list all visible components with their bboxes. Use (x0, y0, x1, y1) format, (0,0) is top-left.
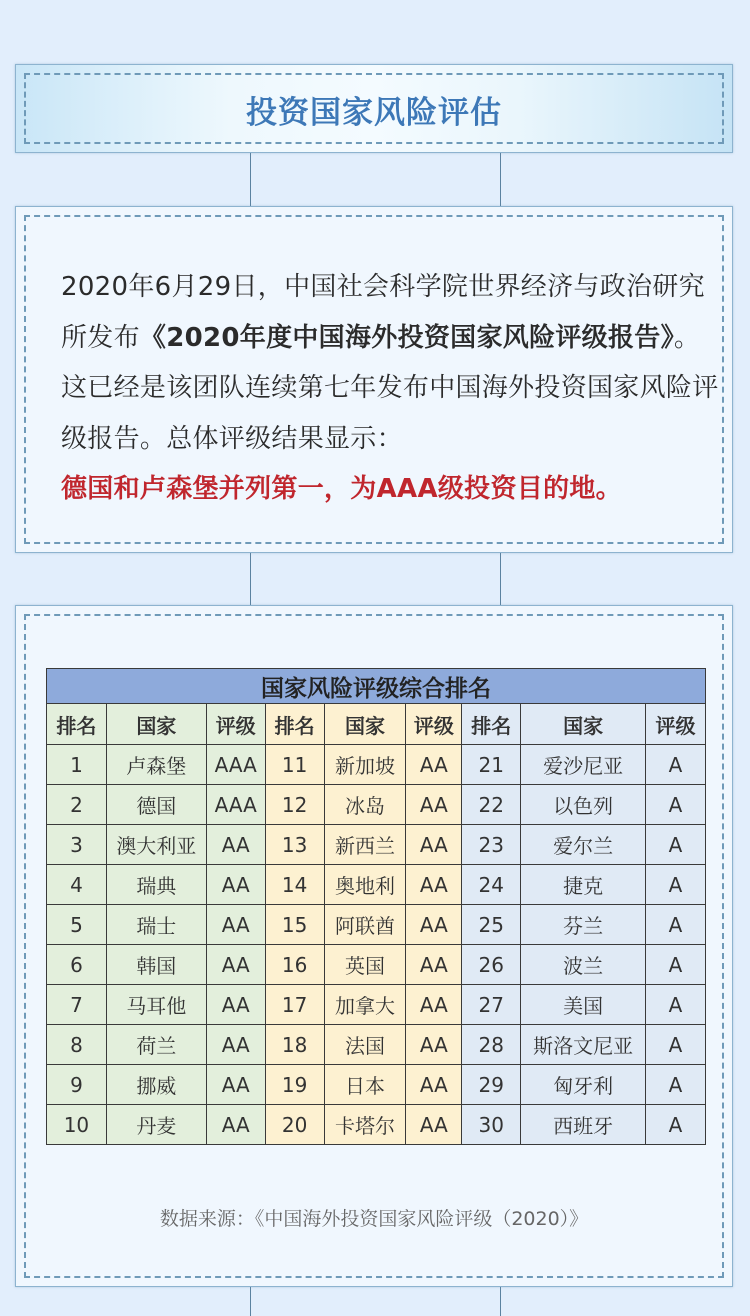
intro-paragraph (61, 262, 726, 515)
table-row (47, 945, 706, 985)
header-country: 国家 (324, 704, 406, 745)
cell-rating: AA (206, 865, 265, 905)
cell-rating: AA (206, 985, 265, 1025)
cell-country: 马耳他 (106, 985, 206, 1025)
cell-country: 斯洛文尼亚 (521, 1025, 646, 1065)
data-source-note: 数据来源：《中国海外投资国家风险评级（2020）》 (159, 1208, 589, 1230)
cell-rating: A (646, 945, 706, 985)
cell-rank: 6 (47, 945, 107, 985)
header-rating: 评级 (646, 704, 706, 745)
cell-rating: AA (206, 905, 265, 945)
cell-country: 丹麦 (106, 1105, 206, 1145)
cell-country: 德国 (106, 785, 206, 825)
cell-country: 英国 (324, 945, 406, 985)
cell-rating: AA (406, 1105, 462, 1145)
cell-rank: 22 (462, 785, 521, 825)
cell-rating: AA (406, 985, 462, 1025)
cell-country: 加拿大 (324, 985, 406, 1025)
cell-rank: 12 (265, 785, 324, 825)
cell-rank: 30 (462, 1105, 521, 1145)
table-row (47, 905, 706, 945)
cell-rating: AA (206, 825, 265, 865)
highlight-conclusion: 德国和卢森堡并列第一，为AAA级投资目的地。 (61, 474, 622, 504)
cell-rating: AA (406, 785, 462, 825)
cell-rank: 1 (47, 745, 107, 785)
cell-country: 捷克 (521, 865, 646, 905)
cell-rank: 13 (265, 825, 324, 865)
cell-rating: A (646, 985, 706, 1025)
report-title: 《2020年度中国海外投资国家风险评级报告》 (139, 322, 674, 353)
intro-text-1: 2020年6月29日，中国社会科学院世界经济与政治研究所发布 (61, 272, 705, 353)
ranking-table (46, 668, 706, 1145)
cell-country: 波兰 (521, 945, 646, 985)
cell-country: 新西兰 (324, 825, 406, 865)
cell-rank: 14 (265, 865, 324, 905)
cell-rating: AA (406, 905, 462, 945)
cell-rating: A (646, 1065, 706, 1105)
cell-rank: 20 (265, 1105, 324, 1145)
cell-rating: AAA (206, 745, 265, 785)
cell-rating: A (646, 825, 706, 865)
cell-rank: 18 (265, 1025, 324, 1065)
ranking-panel (15, 605, 733, 1287)
header-rating: 评级 (406, 704, 462, 745)
cell-country: 瑞士 (106, 905, 206, 945)
cell-rating: A (646, 745, 706, 785)
cell-country: 挪威 (106, 1065, 206, 1105)
cell-rank: 27 (462, 985, 521, 1025)
cell-country: 瑞典 (106, 865, 206, 905)
cell-rating: AA (406, 945, 462, 985)
cell-rank: 26 (462, 945, 521, 985)
cell-rating: AA (406, 1025, 462, 1065)
cell-rank: 3 (47, 825, 107, 865)
cell-country: 奥地利 (324, 865, 406, 905)
intro-panel (15, 206, 733, 553)
cell-rank: 10 (47, 1105, 107, 1145)
cell-country: 新加坡 (324, 745, 406, 785)
cell-country: 美国 (521, 985, 646, 1025)
cell-rating: AA (206, 945, 265, 985)
cell-rating: A (646, 865, 706, 905)
cell-rating: A (646, 1025, 706, 1065)
connector-line-left (250, 553, 251, 605)
page-title: 投资国家风险评估 (246, 95, 502, 131)
cell-rank: 5 (47, 905, 107, 945)
cell-rating: A (646, 785, 706, 825)
cell-rank: 19 (265, 1065, 324, 1105)
cell-country: 匈牙利 (521, 1065, 646, 1105)
cell-rating: AA (406, 865, 462, 905)
cell-country: 阿联酋 (324, 905, 406, 945)
cell-country: 爱尔兰 (521, 825, 646, 865)
cell-country: 卢森堡 (106, 745, 206, 785)
cell-rank: 29 (462, 1065, 521, 1105)
header-rank: 排名 (47, 704, 107, 745)
connector-line-right (500, 553, 501, 605)
cell-rating: AA (206, 1065, 265, 1105)
cell-rank: 17 (265, 985, 324, 1025)
cell-rank: 4 (47, 865, 107, 905)
connector-line-left (250, 153, 251, 206)
cell-rating: AA (406, 1065, 462, 1105)
connector-line-right (500, 1287, 501, 1316)
table-row (47, 865, 706, 905)
cell-country: 荷兰 (106, 1025, 206, 1065)
table-header-row (47, 704, 706, 745)
header-rating: 评级 (206, 704, 265, 745)
connector-line-right (500, 153, 501, 206)
table-row (47, 1025, 706, 1065)
cell-country: 澳大利亚 (106, 825, 206, 865)
table-row (47, 985, 706, 1025)
cell-country: 法国 (324, 1025, 406, 1065)
cell-rank: 2 (47, 785, 107, 825)
cell-rank: 28 (462, 1025, 521, 1065)
cell-rank: 23 (462, 825, 521, 865)
connector-line-left (250, 1287, 251, 1316)
cell-rank: 9 (47, 1065, 107, 1105)
cell-rank: 7 (47, 985, 107, 1025)
cell-rating: AA (206, 1105, 265, 1145)
table-row (47, 825, 706, 865)
cell-rating: A (646, 905, 706, 945)
header-country: 国家 (106, 704, 206, 745)
header-rank: 排名 (265, 704, 324, 745)
cell-rating: AAA (206, 785, 265, 825)
cell-rank: 16 (265, 945, 324, 985)
cell-rating: AA (406, 825, 462, 865)
cell-country: 卡塔尔 (324, 1105, 406, 1145)
cell-country: 芬兰 (521, 905, 646, 945)
header-country: 国家 (521, 704, 646, 745)
table-caption: 国家风险评级综合排名 (47, 669, 706, 704)
cell-country: 冰岛 (324, 785, 406, 825)
table-row (47, 1065, 706, 1105)
table-row (47, 745, 706, 785)
cell-rating: AA (206, 1025, 265, 1065)
cell-rank: 21 (462, 745, 521, 785)
cell-country: 爱沙尼亚 (521, 745, 646, 785)
cell-rank: 11 (265, 745, 324, 785)
cell-country: 以色列 (521, 785, 646, 825)
intro-text-2: 。这已经是该团队连续第七年发布中国海外投资国家风险评级报告。总体评级结果显示： (61, 322, 719, 454)
cell-country: 西班牙 (521, 1105, 646, 1145)
cell-rank: 15 (265, 905, 324, 945)
header-rank: 排名 (462, 704, 521, 745)
cell-rank: 8 (47, 1025, 107, 1065)
cell-country: 日本 (324, 1065, 406, 1105)
title-banner (15, 64, 733, 153)
table-row (47, 785, 706, 825)
cell-country: 韩国 (106, 945, 206, 985)
cell-rank: 25 (462, 905, 521, 945)
cell-rank: 24 (462, 865, 521, 905)
table-row (47, 1105, 706, 1145)
cell-rating: A (646, 1105, 706, 1145)
cell-rating: AA (406, 745, 462, 785)
